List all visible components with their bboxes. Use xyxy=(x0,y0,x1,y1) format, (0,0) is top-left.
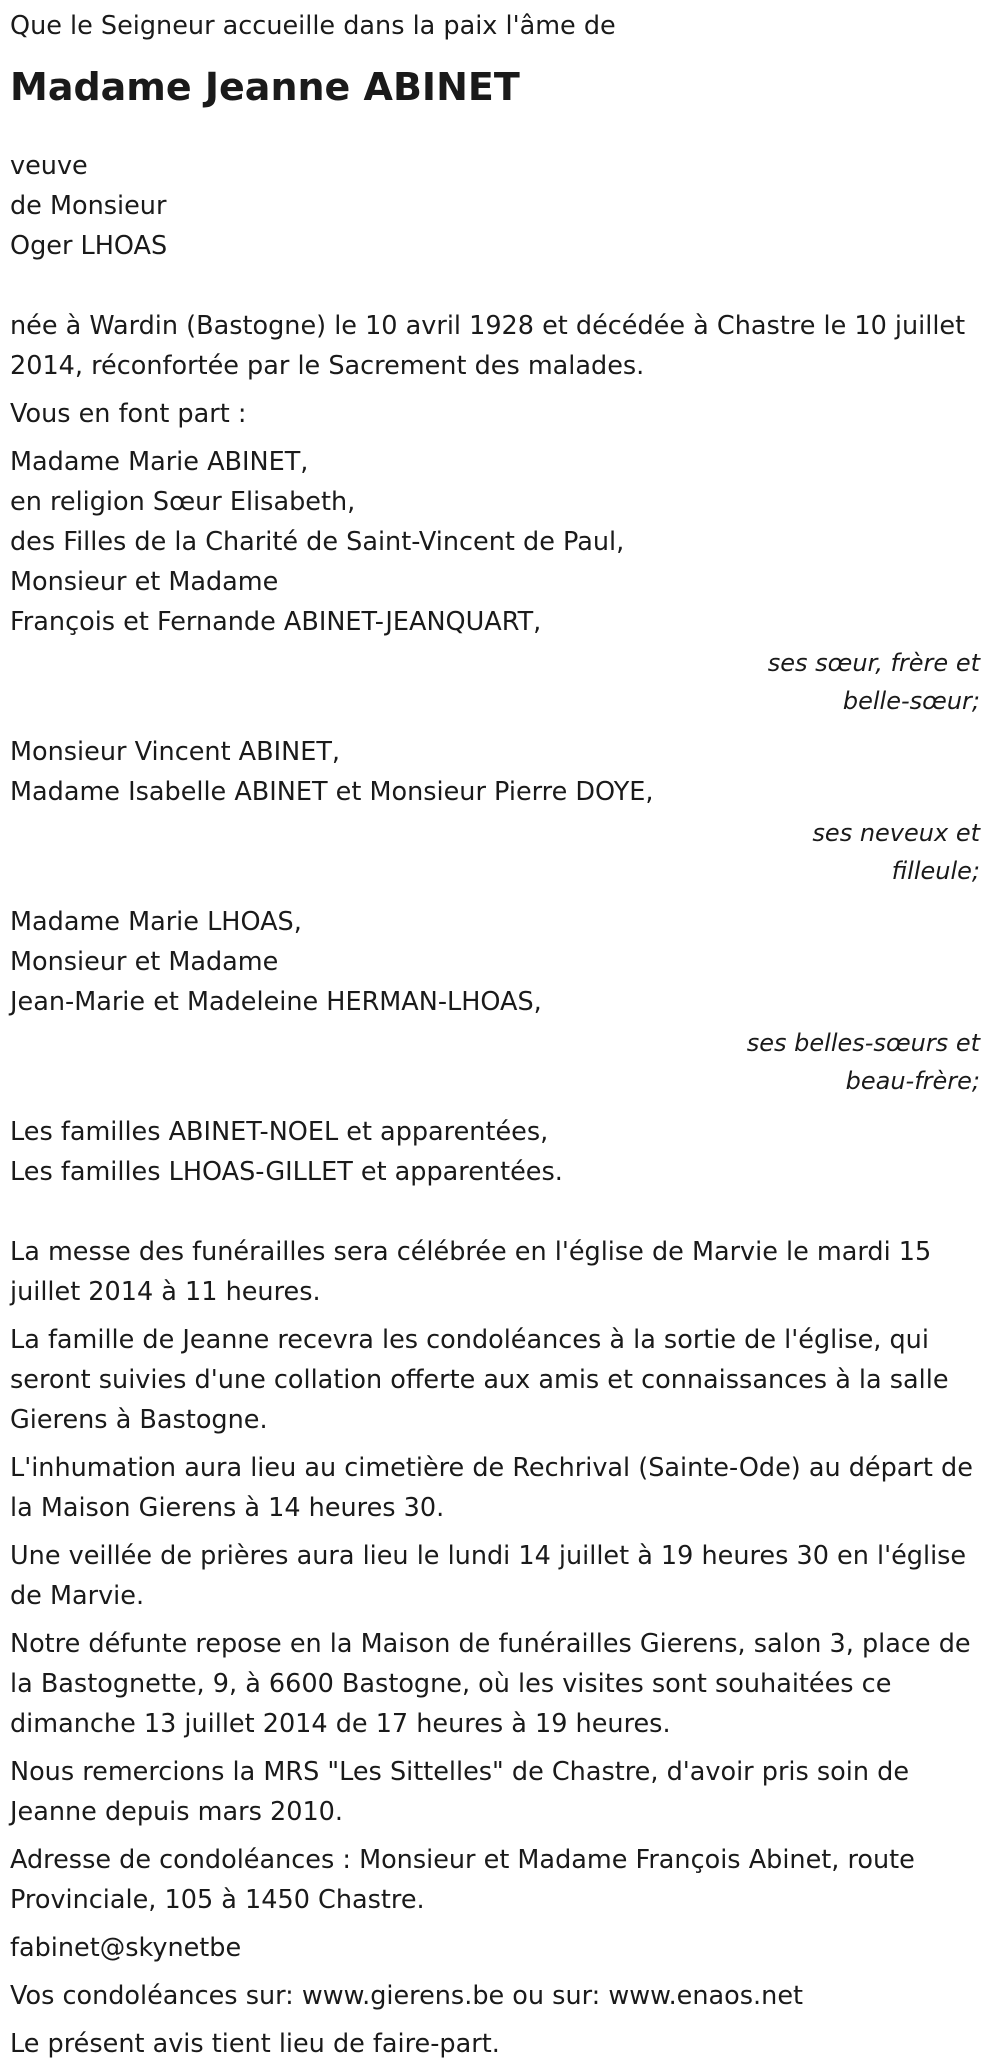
intro-text: Que le Seigneur accueille dans la paix l'âme de xyxy=(10,11,616,41)
birth-death-text: née à Wardin (Bastogne) le 10 avril 1928 et décédée à Chastre le 10 juillet 2014, réconfortée par le Sacrement des malades. xyxy=(10,311,966,381)
family-name-line: Madame Marie LHOAS, xyxy=(10,907,302,937)
families-line: Les familles LHOAS-GILLET et apparentées. xyxy=(10,1157,563,1187)
burial-text: L'inhumation aura lieu au cimetière de Rechrival (Sainte-Ode) au départ de la Maison Gierens à 14 heures 30. xyxy=(10,1453,973,1523)
spouse-line: veuve xyxy=(10,151,88,181)
family-name-line: des Filles de la Charité de Saint-Vincent de Paul, xyxy=(10,527,625,557)
vigil-text: Une veillée de prières aura lieu le lundi 14 juillet à 19 heures 30 en l'église de Marvie. xyxy=(10,1541,967,1611)
funeral-mass-text: La messe des funérailles sera célébrée en l'église de Marvie le mardi 15 juillet 2014 à 11 heures. xyxy=(10,1237,932,1307)
email-text: fabinet@skynetbe xyxy=(10,1933,242,1963)
spouse-line: de Monsieur xyxy=(10,191,167,221)
family-name-line: en religion Sœur Elisabeth, xyxy=(10,487,356,517)
relation-label: ses sœur, frère et belle-sœur; xyxy=(767,649,980,715)
condolences-reception-text: La famille de Jeanne recevra les condoléances à la sortie de l'église, qui seront suivies d'une collation offerte aux amis et connaissances à la salle Gierens à Bastogne. xyxy=(10,1325,949,1435)
family-group xyxy=(10,902,980,1100)
family-name-line: Monsieur Vincent ABINET, xyxy=(10,737,341,767)
spouse-line: Oger LHOAS xyxy=(10,231,168,261)
family-name-line: François et Fernande ABINET-JEANQUART, xyxy=(10,607,542,637)
family-group xyxy=(10,442,980,720)
visitation-text: Notre défunte repose en la Maison de funérailles Gierens, salon 3, place de la Bastognette, 9, à 6600 Bastogne, où les visites sont souhaitées ce dimanche 13 juillet 2014 de 17 heures à 19 heures. xyxy=(10,1629,971,1739)
family-name-line: Monsieur et Madame xyxy=(10,567,279,597)
family-name-line: Monsieur et Madame xyxy=(10,947,279,977)
families-block xyxy=(10,1112,980,1192)
relation-label: ses neveux et filleule; xyxy=(812,819,980,885)
condolence-address-text: Adresse de condoléances : Monsieur et Madame François Abinet, route Provinciale, 105 à 1450 Chastre. xyxy=(10,1845,915,1915)
spouse-block xyxy=(10,146,980,266)
announce-text: Vous en font part : xyxy=(10,399,247,429)
deceased-name: Madame Jeanne ABINET xyxy=(10,65,520,109)
family-name-line: Madame Marie ABINET, xyxy=(10,447,309,477)
online-condolences-text: Vos condoléances sur: www.gierens.be ou sur: www.enaos.net xyxy=(10,1981,804,2011)
family-name-line: Jean-Marie et Madeleine HERMAN-LHOAS, xyxy=(10,987,542,1017)
family-name-line: Madame Isabelle ABINET et Monsieur Pierre DOYE, xyxy=(10,777,654,807)
relation-label: ses belles-sœurs et beau-frère; xyxy=(746,1029,980,1095)
family-group xyxy=(10,732,980,890)
families-line: Les familles ABINET-NOEL et apparentées, xyxy=(10,1117,549,1147)
thanks-text: Nous remercions la MRS "Les Sittelles" de Chastre, d'avoir pris soin de Jeanne depuis mars 2010. xyxy=(10,1757,910,1827)
closing-text: Le présent avis tient lieu de faire-part. xyxy=(10,2029,500,2059)
